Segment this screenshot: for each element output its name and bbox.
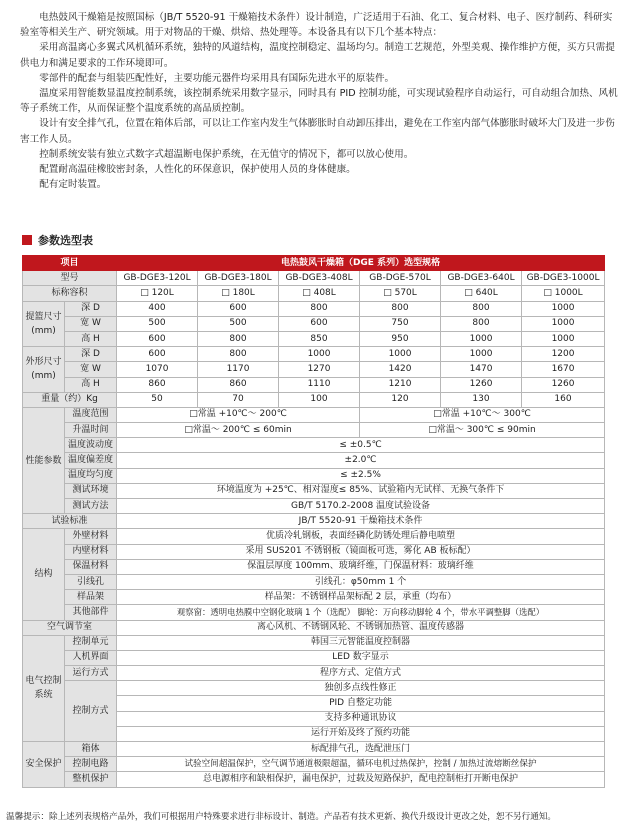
table-row xyxy=(23,423,605,438)
row-label: 测试环境 xyxy=(65,483,117,498)
spec-table xyxy=(22,255,605,788)
table-row xyxy=(23,666,605,681)
table-cell: ≤ ±0.5℃ xyxy=(117,438,605,453)
table-cell: 1000 xyxy=(441,347,522,362)
table-cell: 1110 xyxy=(279,377,360,392)
table-cell: JB/T 5520-91 干燥箱技术条件 xyxy=(117,514,605,529)
table-cell: 100 xyxy=(279,392,360,407)
table-cell: 总电源相序和缺相保护，漏电保护，过载及短路保护，配电控制柜打开断电保护 xyxy=(117,772,605,787)
table-cell: GB-DGE3-120L xyxy=(117,271,198,286)
table-row xyxy=(23,347,605,362)
table-cell: GB/T 5170.2-2008 温度试验设备 xyxy=(117,499,605,514)
table-cell: 1000 xyxy=(360,347,441,362)
table-cell: 50 xyxy=(117,392,198,407)
table-cell: □常温 +10℃～ 200℃ xyxy=(117,407,360,422)
table-cell: LED 数字显示 xyxy=(117,650,605,665)
table-row xyxy=(23,377,605,392)
table-cell: 运行开始及终了预约功能 xyxy=(117,726,605,741)
row-label: 温度均匀度 xyxy=(65,468,117,483)
table-row xyxy=(23,681,605,696)
table-cell: 860 xyxy=(198,377,279,392)
row-label: 升温时间 xyxy=(65,423,117,438)
intro-paragraph: 设计有安全排气孔，位置在箱体后部，可以让工作室内发生气体膨胀时自动卸压排出，避免在工作室内部气体膨胀时破坏大门及进一步伤害工作人员。 xyxy=(20,118,615,145)
table-cell: GB-DGE3-408L xyxy=(279,271,360,286)
intro-paragraph: 配有定时装置。 xyxy=(39,179,107,191)
table-cell: 800 xyxy=(198,331,279,346)
table-cell: 1200 xyxy=(522,347,605,362)
table-cell: □ 570L xyxy=(360,286,441,301)
row-label: 宽 W xyxy=(65,316,117,331)
row-label: 试验标准 xyxy=(23,514,117,529)
table-cell: 1000 xyxy=(522,316,605,331)
table-row xyxy=(23,468,605,483)
table-cell: 1170 xyxy=(198,362,279,377)
row-label: 宽 W xyxy=(65,362,117,377)
table-cell: 800 xyxy=(360,301,441,316)
table-cell: 500 xyxy=(117,316,198,331)
table-cell: 1260 xyxy=(522,377,605,392)
intro-paragraph: 电热鼓风干燥箱是按照国标（JB/T 5520-91 干燥箱技术条件）设计制造，广泛适用于石油、化工、复合材料、电子、医疗制药、科研实验室等相关生产、研究领域。用于对物品的干燥、烘焙、热处理等。本设备具有以下几个基本特点： xyxy=(20,12,613,39)
table-cell: ≤ ±2.5% xyxy=(117,468,605,483)
table-cell: GB-DGE-570L xyxy=(360,271,441,286)
table-cell: 1000 xyxy=(522,301,605,316)
category-label: 电气控制系统 xyxy=(23,635,65,741)
table-cell: 标配排气孔，选配泄压门 xyxy=(117,742,605,757)
table-cell: 1270 xyxy=(279,362,360,377)
table-cell: 800 xyxy=(441,301,522,316)
table-cell: □ 120L xyxy=(117,286,198,301)
section-title xyxy=(22,232,93,248)
table-cell: ±2.0℃ xyxy=(117,453,605,468)
row-label: 测试方法 xyxy=(65,499,117,514)
table-cell: 离心风机、不锈钢风轮、不锈钢加热管、温度传感器 xyxy=(117,620,605,635)
table-row xyxy=(23,514,605,529)
table-cell: 保温层厚度 100mm、玻璃纤维，门保温材料：玻璃纤维 xyxy=(117,559,605,574)
row-label: 标称容积 xyxy=(23,286,117,301)
footnote: 温馨提示：除上述列表规格产品外，我们可根据用户特殊要求进行非标设计、制造。产品若有技术更新、换代升级设计更改之处，恕不另行通知。 xyxy=(6,812,557,822)
table-cell: GB-DGE3-640L xyxy=(441,271,522,286)
table-cell: 500 xyxy=(198,316,279,331)
table-cell: 1670 xyxy=(522,362,605,377)
table-row xyxy=(23,392,605,407)
table-cell: 韩国三元智能温度控制器 xyxy=(117,635,605,650)
table-cell: GB-DGE3-1000L xyxy=(522,271,605,286)
row-label: 引线孔 xyxy=(65,574,117,589)
row-label: 其他部件 xyxy=(65,605,117,620)
intro-text xyxy=(20,10,618,192)
section-marker-icon xyxy=(22,235,32,245)
row-label: 高 H xyxy=(65,331,117,346)
table-cell: 160 xyxy=(522,392,605,407)
table-row xyxy=(23,483,605,498)
table-row xyxy=(23,499,605,514)
table-cell: 支持多种通讯协议 xyxy=(117,711,605,726)
row-label: 型号 xyxy=(23,271,117,286)
row-label: 深 D xyxy=(65,301,117,316)
table-cell: □ 180L xyxy=(198,286,279,301)
intro-paragraph: 采用高温离心多翼式风机循环系统，独特的风道结构，温度控制稳定、温场均匀。制造工艺规范，外型美观、操作维护方便，买方只需提供电力和满足要求的工作环境即可。 xyxy=(20,42,615,69)
table-row xyxy=(23,316,605,331)
table-cell: 600 xyxy=(198,301,279,316)
table-cell: 600 xyxy=(117,331,198,346)
table-row xyxy=(23,529,605,544)
table-cell: 120 xyxy=(360,392,441,407)
table-row xyxy=(23,559,605,574)
table-header-row xyxy=(23,256,605,271)
table-row xyxy=(23,605,605,620)
table-cell: 环境温度为 +25℃、相对湿度≤ 85%、试验箱内无试样、无换气条件下 xyxy=(117,483,605,498)
row-label: 温度范围 xyxy=(65,407,117,422)
table-row xyxy=(23,453,605,468)
table-row xyxy=(23,650,605,665)
intro-paragraph: 配置耐高温硅橡胶密封条，人性化的环保意识，保护使用人员的身体健康。 xyxy=(39,164,356,176)
table-row xyxy=(23,362,605,377)
table-cell: 1420 xyxy=(360,362,441,377)
table-cell: □常温 +10℃～ 300℃ xyxy=(360,407,605,422)
table-cell: 600 xyxy=(117,347,198,362)
table-row xyxy=(23,635,605,650)
table-row xyxy=(23,438,605,453)
table-cell: 70 xyxy=(198,392,279,407)
table-row xyxy=(23,331,605,346)
row-label: 运行方式 xyxy=(65,666,117,681)
row-label: 控制电路 xyxy=(65,757,117,772)
category-label: 安全保护 xyxy=(23,742,65,788)
table-cell: PID 自整定功能 xyxy=(117,696,605,711)
table-cell: □ 640L xyxy=(441,286,522,301)
header-item: 项目 xyxy=(23,256,117,271)
row-label: 人机界面 xyxy=(65,650,117,665)
table-row xyxy=(23,742,605,757)
table-cell: 采用 SUS201 不锈钢板（镜面板可选，雾化 AB 板标配） xyxy=(117,544,605,559)
table-cell: 850 xyxy=(279,331,360,346)
header-spec: 电热鼓风干燥箱（DGE 系列）选型规格 xyxy=(117,256,605,271)
row-label: 空气调节室 xyxy=(23,620,117,635)
row-label: 重量（约）Kg xyxy=(23,392,117,407)
category-label: 外形尺寸 (mm) xyxy=(23,347,65,393)
table-cell: 1000 xyxy=(441,331,522,346)
table-cell: 样品架：不锈钢样品架标配 2 层，承重（均布） xyxy=(117,590,605,605)
row-label: 控制单元 xyxy=(65,635,117,650)
table-row xyxy=(23,301,605,316)
table-cell: 800 xyxy=(198,347,279,362)
table-row xyxy=(23,757,605,772)
table-cell: 1000 xyxy=(279,347,360,362)
table-cell: □常温～ 300℃ ≤ 90min xyxy=(360,423,605,438)
table-row xyxy=(23,286,605,301)
table-row xyxy=(23,407,605,422)
table-cell: GB-DGE3-180L xyxy=(198,271,279,286)
table-cell: 860 xyxy=(117,377,198,392)
row-label: 箱体 xyxy=(65,742,117,757)
table-cell: 1260 xyxy=(441,377,522,392)
table-cell: 独创多点线性修正 xyxy=(117,681,605,696)
row-label: 样品架 xyxy=(65,590,117,605)
table-row xyxy=(23,620,605,635)
intro-paragraph: 温度采用智能数显温度控制系统，该控制系统采用数字显示，同时具有 PID 控制功能，可实现试验程序自动运行，可自动组合加热、风机等子系统工作，从而保证整个温度系统的高品质控制。 xyxy=(20,88,618,115)
row-label: 内壁材料 xyxy=(65,544,117,559)
table-cell: 优质冷轧钢板，表面经磷化防锈处理后静电喷塑 xyxy=(117,529,605,544)
table-row xyxy=(23,271,605,286)
intro-paragraph: 控制系统安装有独立式数字式超温断电保护系统，在无值守的情况下，都可以放心使用。 xyxy=(39,148,414,160)
row-label: 保温材料 xyxy=(65,559,117,574)
row-label: 外壁材料 xyxy=(65,529,117,544)
intro-paragraph: 零部件的配套与组装匹配性好，主要功能元器件均采用具有国际先进水平的原装件。 xyxy=(39,72,395,84)
table-row xyxy=(23,544,605,559)
table-cell: 130 xyxy=(441,392,522,407)
table-row xyxy=(23,772,605,787)
table-cell: 试验空间超温保护，空气调节通道极限超温，循环电机过热保护，控制 / 加热过流熔断丝保护 xyxy=(117,757,605,772)
table-cell: □ 1000L xyxy=(522,286,605,301)
table-row xyxy=(23,574,605,589)
row-label: 整机保护 xyxy=(65,772,117,787)
row-label: 温度偏差度 xyxy=(65,453,117,468)
table-cell: 800 xyxy=(279,301,360,316)
table-cell: 1210 xyxy=(360,377,441,392)
table-row xyxy=(23,590,605,605)
row-label: 深 D xyxy=(65,347,117,362)
category-label: 结构 xyxy=(23,529,65,620)
table-cell: 600 xyxy=(279,316,360,331)
table-cell: 1470 xyxy=(441,362,522,377)
table-cell: 程序方式、定值方式 xyxy=(117,666,605,681)
category-label: 提篮尺寸 (mm) xyxy=(23,301,65,347)
table-cell: 引线孔：φ50mm 1 个 xyxy=(117,574,605,589)
table-cell: 1000 xyxy=(522,331,605,346)
row-label: 控制方式 xyxy=(65,681,117,742)
row-label: 高 H xyxy=(65,377,117,392)
category-label: 性能参数 xyxy=(23,407,65,513)
table-cell: 400 xyxy=(117,301,198,316)
section-title-text: 参数选型表 xyxy=(38,234,93,247)
table-cell: □ 408L xyxy=(279,286,360,301)
row-label: 温度波动度 xyxy=(65,438,117,453)
table-cell: 750 xyxy=(360,316,441,331)
table-cell: 950 xyxy=(360,331,441,346)
table-cell: 1070 xyxy=(117,362,198,377)
table-cell: 观察窗：透明电热膜中空钢化玻璃 1 个（选配） 脚轮：万向移动脚轮 4 个，带水平调整脚（选配） xyxy=(117,605,605,620)
table-cell: □常温～ 200℃ ≤ 60min xyxy=(117,423,360,438)
table-cell: 800 xyxy=(441,316,522,331)
